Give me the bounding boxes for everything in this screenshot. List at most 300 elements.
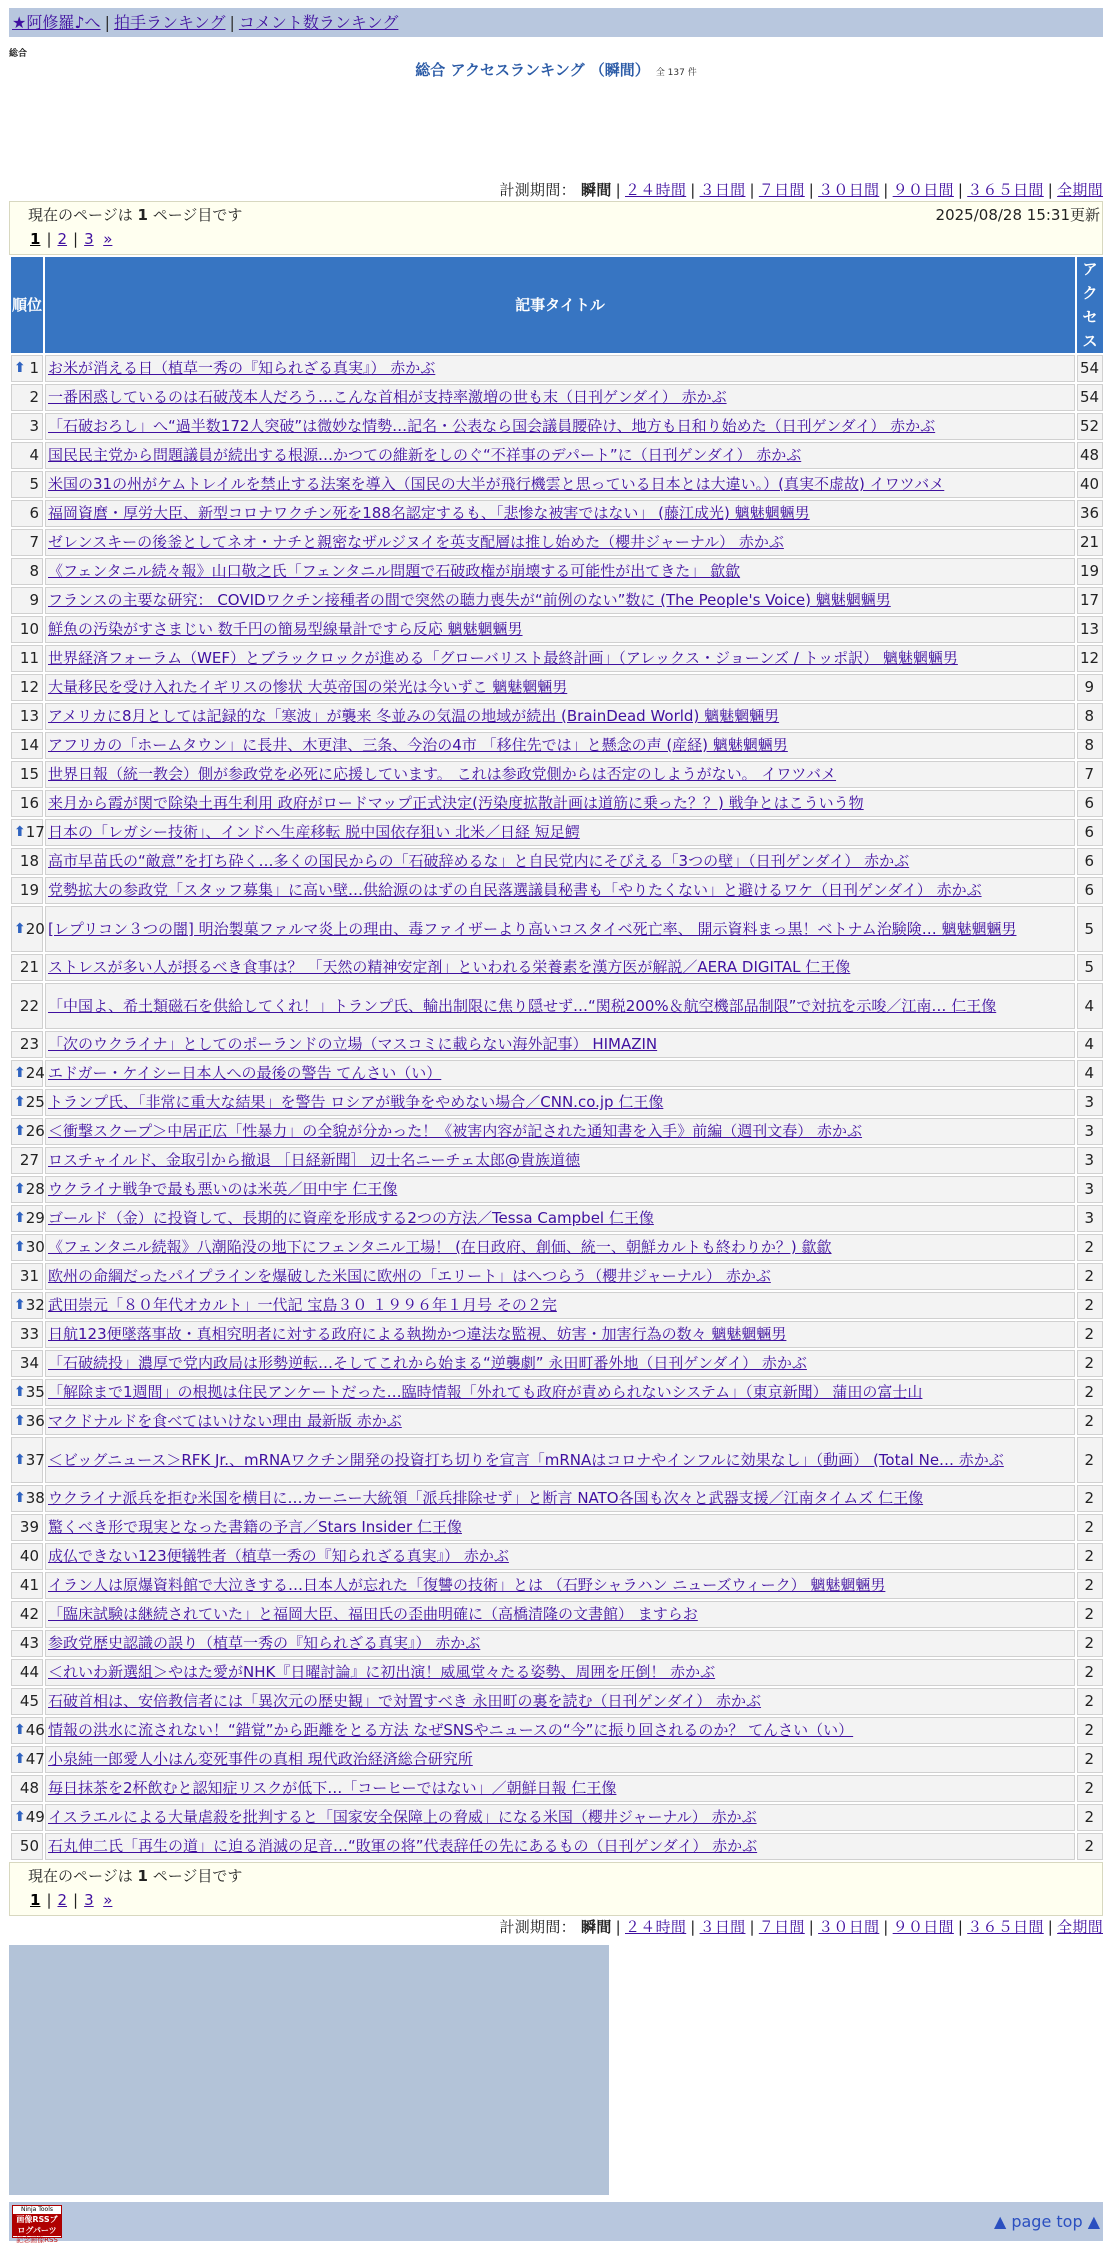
table-row [11,954,1103,981]
rank-up-arrow-icon: ⬆ [14,1123,26,1139]
rank-number: 7 [29,533,39,551]
table-row [11,1350,1103,1377]
article-link[interactable]: ゼレンスキーの後釜としてネオ・ナチと親密なザルジヌイを英支配層は推し始めた（櫻井ジャーナル） 赤かぶ [48,533,784,551]
access-count: 2 [1077,1263,1103,1290]
access-count: 6 [1077,848,1103,875]
rank-cell [11,384,43,411]
title-cell [45,1147,1075,1174]
rank-cell [11,1031,43,1058]
rank-number: 35 [25,1383,45,1401]
rank-cell [11,1630,43,1657]
table-row [11,1775,1103,1802]
article-link[interactable]: 「石破続投」濃厚で党内政局は形勢逆転…そしてこれから始まる“逆襲劇” 永田町番外地（日刊ゲンダイ） 赤かぶ [48,1354,807,1372]
period-separator: | [1047,181,1054,199]
article-link[interactable]: イスラエルによる大量虐殺を批判すると「国家安全保障上の脅威」になる米国（櫻井ジャーナル） 赤かぶ [48,1808,757,1826]
home-link[interactable]: ★阿修羅♪へ [12,13,101,32]
access-count: 2 [1077,1572,1103,1599]
article-link[interactable]: 《フェンタニル続報》八潮陥没の地下にフェンタニル工場！ (在日政府、創価、統一、朝鮮カルトも終わりか？) 歙歙 [48,1238,832,1256]
pagination [28,227,1102,252]
title-cell [45,1350,1075,1377]
rank-number: 30 [25,1238,45,1256]
rank-number: 38 [25,1489,45,1507]
title-cell [45,500,1075,527]
rank-cell [11,1408,43,1435]
title-cell [45,587,1075,614]
page-info-top [9,201,1103,255]
rank-number: 20 [25,919,45,938]
table-row [11,1205,1103,1232]
article-link[interactable]: アメリカに8月としては記録的な「寒波」が襲来 冬並みの気温の地域が続出 (BrainDead World) 魑魅魍魎男 [48,707,780,725]
access-count: 2 [1077,1292,1103,1319]
access-count: 3 [1077,1089,1103,1116]
access-count: 2 [1077,1746,1103,1773]
access-count: 6 [1077,877,1103,904]
rank-number: 15 [19,765,39,783]
rank-up-arrow-icon: ⬆ [14,1490,26,1506]
period-link[interactable]: ２４時間 [625,1918,687,1936]
access-count: 48 [1077,442,1103,469]
access-count: 3 [1077,1176,1103,1203]
rank-cell [11,703,43,730]
article-link[interactable]: フランスの主要な研究： COVIDワクチン接種者の間で突然の聴力喪失が“前例のない”数に (The People's Voice) 魑魅魍魎男 [48,591,891,609]
article-link[interactable]: 高市早苗氏の“敵意”を打ち砕く…多くの国民からの「石破辞めるな」と自民党内にそびえる「3つの壁」（日刊ゲンダイ） 赤かぶ [48,852,910,870]
rank-cell [11,1804,43,1831]
article-link[interactable]: 鮮魚の汚染がすさまじい 数千円の簡易型線量計ですら反応 魑魅魍魎男 [48,620,523,638]
article-link[interactable]: アフリカの「ホームタウン」に長井、木更津、三条、今治の4市 「移住先では」と懸念の声 (産経) 魑魅魍魎男 [48,736,788,754]
period-separator: | [615,1918,621,1936]
table-row [11,1234,1103,1261]
period-separator: | [690,181,696,199]
access-count: 2 [1077,1688,1103,1715]
rank-cell [11,1437,43,1483]
title-cell [45,1717,1075,1744]
rank-number: 41 [19,1576,39,1594]
period-separator: | [957,1918,964,1936]
rank-up-arrow-icon: ⬆ [14,1413,26,1429]
access-count: 2 [1077,1234,1103,1261]
period-current: 瞬間 [581,1918,612,1936]
access-count: 2 [1077,1408,1103,1435]
table-row [11,1746,1103,1773]
rank-number: 24 [25,1064,45,1082]
rank-cell [11,1514,43,1541]
access-count: 3 [1077,1118,1103,1145]
rank-cell [11,355,43,382]
rank-up-arrow-icon: ⬆ [14,1722,26,1738]
rank-number: 27 [19,1151,39,1169]
title-cell [45,1746,1075,1773]
article-link[interactable]: 武田崇元「８０年代オカルト」一代記 宝島３０ １９９６年１月号 その２完 [48,1296,557,1314]
access-count: 3 [1077,1147,1103,1174]
article-link[interactable]: ゴールド（金）に投資して、長期的に資産を形成する2つの方法／Tessa Campbel 仁王像 [48,1209,654,1227]
period-link[interactable]: 全期間 [1057,181,1103,199]
rank-number: 36 [25,1412,45,1430]
article-link[interactable]: ストレスが多い人が摂るべき食事は？ 「天然の精神安定剤」といわれる栄養素を漢方医が解説／AERA DIGITAL 仁王像 [48,958,851,976]
rank-up-arrow-icon: ⬆ [14,1751,26,1767]
period-link[interactable]: ７日間 [758,181,805,199]
rank-number: 6 [29,504,39,522]
table-row [11,674,1103,701]
rank-cell [11,1543,43,1570]
pager-separator: | [46,230,52,248]
table-row [11,1659,1103,1686]
rank-number: 13 [19,707,39,725]
page-status: 現在のページは 1 ページ目です [28,1867,243,1885]
rank-number: 48 [19,1779,39,1797]
ad-banner [9,1945,609,2195]
period-link[interactable]: ９０日間 [892,181,954,199]
title-cell [45,1292,1075,1319]
table-row [11,732,1103,759]
rank-number: 4 [29,446,39,464]
table-row [11,558,1103,585]
table-row [11,1263,1103,1290]
access-count: 2 [1077,1601,1103,1628]
period-label: 計測期間： [499,1918,576,1936]
period-separator: | [808,181,815,199]
article-link[interactable]: 「石破おろし」へ“過半数172人突破”は微妙な情勢…記名・公表なら国会議員腰砕け、地方も日和り始めた（日刊ゲンダイ） 赤かぶ [48,417,936,435]
rank-number: 28 [25,1180,45,1198]
period-link[interactable]: ３日間 [699,1918,746,1936]
rank-up-arrow-icon: ⬆ [14,1297,26,1313]
page-link-3[interactable]: 3 [84,1891,94,1909]
table-row [11,1176,1103,1203]
title-cell [45,819,1075,846]
article-link[interactable]: 「臨床試験は継続されていた」と福岡大臣、福田氏の歪曲明確に（高橋清隆の文書館） ますらお [48,1605,698,1623]
table-row [11,1379,1103,1406]
rank-cell [11,1089,43,1116]
rank-cell [11,587,43,614]
rank-cell [11,529,43,556]
article-link[interactable]: 大量移民を受け入れたイギリスの惨状 大英帝国の栄光は今いずこ 魑魅魍魎男 [48,678,568,696]
access-count: 2 [1077,1630,1103,1657]
period-link[interactable]: ３６５日間 [967,1918,1044,1936]
article-link[interactable]: 党勢拡大の参政党「スタッフ募集」に高い壁…供給源のはずの自民落選議員秘書も「やりたくない」と避けるワケ（日刊ゲンダイ） 赤かぶ [48,881,982,899]
period-separator: | [957,181,964,199]
rank-up-arrow-icon: ⬆ [14,1384,26,1400]
access-count: 6 [1077,790,1103,817]
access-count: 2 [1077,1833,1103,1860]
rank-number: 33 [19,1325,39,1343]
article-link[interactable]: 「解除まで1週間」の根拠は住民アンケートだった…臨時情報「外れても政府が責められないシステム」（東京新聞） 蒲田の富士山 [48,1383,923,1401]
clap-ranking-link[interactable]: 拍手ランキング [113,13,226,32]
article-link[interactable]: 情報の洪水に流されない！“錯覚”から距離をとる方法 なぜSNSやニュースの“今”に振り回されるのか？ てんさい（い） [48,1721,854,1739]
article-link[interactable]: 日本の「レガシー技術」、インドへ生産移転 脱中国依存狙い 北米／日経 短足鰐 [48,823,580,841]
rank-cell [11,1659,43,1686]
table-row [11,442,1103,469]
article-link[interactable]: ロスチャイルド、金取引から撤退 ［日経新聞］ 辺士名ニーチェ太郎@貴族道徳 [48,1151,580,1169]
access-count: 2 [1077,1804,1103,1831]
table-row [11,1572,1103,1599]
article-link[interactable]: お米が消える日（植草一秀の『知られざる真実』） 赤かぶ [48,359,436,377]
access-count: 2 [1077,1543,1103,1570]
article-link[interactable]: マクドナルドを食べてはいけない理由 最新版 赤かぶ [48,1412,402,1430]
rank-cell [11,790,43,817]
article-link[interactable]: 世界日報（統一教会）側が参政党を必死に応援しています。 これは参政党側からは否定のしようがない。 イワツバメ [48,765,837,783]
period-link[interactable]: ３日間 [699,181,746,199]
article-link[interactable]: 小泉純一郎愛人小はん変死事件の真相 現代政治経済総合研究所 [48,1750,473,1768]
title-cell [45,413,1075,440]
title-cell [45,1688,1075,1715]
rank-number: 34 [19,1354,39,1372]
period-link[interactable]: ３０日間 [818,1918,880,1936]
rank-number: 39 [19,1518,39,1536]
table-row [11,1717,1103,1744]
access-count: 4 [1077,1031,1103,1058]
table-row [11,848,1103,875]
rank-up-arrow-icon: ⬆ [14,360,26,376]
table-row [11,587,1103,614]
access-count: 17 [1077,587,1103,614]
rank-number: 44 [19,1663,39,1681]
table-row [11,1060,1103,1087]
title-cell [45,1060,1075,1087]
article-link[interactable]: トランプ氏、「非常に重大な結果」を警告 ロシアが戦争をやめない場合／CNN.co.jp 仁王像 [48,1093,664,1111]
article-link[interactable]: 参政党歴史認識の誤り（植草一秀の『知られざる真実』） 赤かぶ [48,1634,481,1652]
article-link[interactable]: 毎日抹茶を2杯飲むと認知症リスクが低下…「コーヒーではない」／朝鮮日報 仁王像 [48,1779,617,1797]
rank-number: 8 [29,562,39,580]
title-cell [45,1804,1075,1831]
rank-cell [11,1234,43,1261]
title-cell [45,1234,1075,1261]
access-count: 54 [1077,384,1103,411]
rank-cell [11,1118,43,1145]
table-row [11,819,1103,846]
article-link[interactable]: ウクライナ戦争で最も悪いのは米英／田中宇 仁王像 [48,1180,398,1198]
rank-up-arrow-icon: ⬆ [14,1181,26,1197]
title-cell [45,1437,1075,1483]
article-link[interactable]: 石丸伸二氏「再生の道」に迫る消滅の足音…“敗軍の将”代表辞任の先にあるもの（日刊ゲンダイ） 赤かぶ [48,1837,758,1855]
period-current: 瞬間 [581,181,612,199]
rank-number: 19 [19,881,39,899]
page-info-bottom [9,1862,1103,1916]
table-row [11,471,1103,498]
title-cell [45,906,1075,952]
title-cell [45,877,1075,904]
rank-up-arrow-icon: ⬆ [14,1210,26,1226]
rank-number: 14 [19,736,39,754]
table-row [11,1514,1103,1541]
table-row [11,761,1103,788]
rank-cell [11,1485,43,1512]
access-count: 19 [1077,558,1103,585]
article-link[interactable]: ＜衝撃スクープ＞中居正広「性暴力」の全貌が分かった！《被害内容が記された通知書を入手》前編（週刊文春） 赤かぶ [48,1122,863,1140]
rank-cell [11,1263,43,1290]
article-link[interactable]: 成仏できない123便犠牲者（植草一秀の『知られざる真実』） 赤かぶ [48,1547,509,1565]
article-link[interactable]: 来月から霞が関で除染土再生利用 政府がロードマップ正式決定(汚染度拡散計画は道筋に乗った？？) 戦争とはこういう物 [48,794,864,812]
rank-number: 50 [19,1837,39,1855]
title-cell [45,616,1075,643]
period-selector-bottom [9,1916,1103,1938]
title-cell [45,1630,1075,1657]
access-count: 21 [1077,529,1103,556]
rank-cell [11,413,43,440]
article-link[interactable]: 驚くべき形で現実となった書籍の予言／Stars Insider 仁王像 [48,1518,462,1536]
access-count: 52 [1077,413,1103,440]
table-row [11,529,1103,556]
page-link-3[interactable]: 3 [84,230,94,248]
rank-cell [11,1688,43,1715]
rank-cell [11,1601,43,1628]
period-separator: | [749,1918,755,1936]
table-row [11,1408,1103,1435]
table-row [11,703,1103,730]
period-link[interactable]: ３０日間 [818,181,880,199]
article-link[interactable]: 日航123便墜落事故・真相究明者に対する政府による執拗かつ違法な監視、妨害・加害行為の数々 魑魅魍魎男 [48,1325,787,1343]
page-link-2[interactable]: 2 [57,230,68,248]
rank-up-arrow-icon: ⬆ [14,920,26,937]
title-cell [45,1263,1075,1290]
access-count: 8 [1077,703,1103,730]
rank-cell [11,558,43,585]
rank-up-arrow-icon: ⬆ [14,1451,26,1468]
next-page-link[interactable]: » [103,1891,113,1909]
article-link[interactable]: 《フェンタニル続々報》山口敬之氏「フェンタニル問題で石破政権が崩壊する可能性が出てきた」 歙歙 [48,562,741,580]
period-link[interactable]: ９０日間 [892,1918,954,1936]
table-row [11,1118,1103,1145]
article-link[interactable]: 「中国よ、希土類磁石を供給してくれ！」トランプ氏、輸出制限に焦り隠せず…“関税200%＆航空機部品制限”で対抗を示唆／江南… 仁王像 [48,996,997,1015]
table-row [11,983,1103,1029]
table-row [11,413,1103,440]
table-row [11,1485,1103,1512]
period-link[interactable]: ２４時間 [625,181,687,199]
article-link[interactable]: エドガー・ケイシー日本人への最後の警告 てんさい（い） [48,1064,442,1082]
rank-number: 12 [19,678,39,696]
article-link[interactable]: 福岡資麿・厚労大臣、新型コロナワクチン死を188名認定するも、「悲惨な被害ではない」 (藤江成光) 魑魅魍魎男 [48,504,810,522]
rss-parts-badge[interactable] [12,2205,62,2244]
title-cell [45,471,1075,498]
rank-cell [11,1060,43,1087]
table-row [11,1543,1103,1570]
rank-cell [11,471,43,498]
rank-cell [11,1292,43,1319]
rank-cell [11,1746,43,1773]
rank-number: 46 [25,1721,45,1739]
rank-number: 3 [29,417,39,435]
access-count: 12 [1077,645,1103,672]
table-row [11,1804,1103,1831]
article-link[interactable]: 石破首相は、安倍教信者には「異次元の歴史観」で対置すべき 永田町の裏を読む（日刊ゲンダイ） 赤かぶ [48,1692,762,1710]
access-count: 4 [1077,983,1103,1029]
title-cell [45,1408,1075,1435]
table-row [11,1321,1103,1348]
rank-cell [11,1350,43,1377]
article-link[interactable]: 「次のウクライナ」としてのポーランドの立場（マスコミに載らない海外記事） HIMAZIN [48,1035,658,1053]
rank-cell [11,1833,43,1860]
rank-number: 10 [19,620,39,638]
access-count: 5 [1077,906,1103,952]
rank-cell [11,1205,43,1232]
access-count: 4 [1077,1060,1103,1087]
rank-cell [11,1717,43,1744]
article-link[interactable]: ウクライナ派兵を拒む米国を横目に…カーニー大統領「派兵排除せず」と断言 NATO各国も次々と武器支援／江南タイムズ 仁王像 [48,1489,924,1507]
col-rank-header: 順位 [11,257,43,353]
rank-cell [11,732,43,759]
page-link-2[interactable]: 2 [57,1891,68,1909]
rank-number: 26 [25,1122,45,1140]
table-row [11,355,1103,382]
table-row [11,1292,1103,1319]
rank-cell [11,500,43,527]
title-cell [45,1833,1075,1860]
table-row [11,384,1103,411]
next-page-link[interactable]: » [103,230,113,248]
title-cell [45,1031,1075,1058]
rank-number: 1 [29,359,39,377]
title-cell [45,1543,1075,1570]
period-separator: | [883,1918,889,1936]
title-cell [45,1089,1075,1116]
rank-number: 43 [19,1634,39,1652]
access-count: 13 [1077,616,1103,643]
access-count: 2 [1077,1379,1103,1406]
access-count: 9 [1077,674,1103,701]
article-link[interactable]: 世界経済フォーラム（WEF）とブラックロックが進める「グローバリスト最終計画」（アレックス・ジョーンズ / トッポ訳） 魑魅魍魎男 [48,649,958,667]
table-row [11,1147,1103,1174]
article-link[interactable]: 欧州の命綱だったパイプラインを爆破した米国に欧州の「エリート」はへつらう（櫻井ジャーナル） 赤かぶ [48,1267,771,1285]
page [9,8,1103,2244]
article-link[interactable]: 国民民主党から問題議員が続出する根源…かつての維新をしのぐ“不祥事のデパート”に（日刊ゲンダイ） 赤かぶ [48,446,802,464]
table-row [11,1630,1103,1657]
access-count: 7 [1077,761,1103,788]
page-link-1: 1 [30,1891,41,1909]
article-link[interactable]: ＜ビッグニュース＞RFK Jr.、mRNAワクチン開発の投資打ち切りを宣言「mRNAはコロナやインフルに効果なし」（動画） (Total Ne… 赤かぶ [48,1450,1004,1469]
access-count: 36 [1077,500,1103,527]
page-title [9,58,1103,82]
table-row [11,1688,1103,1715]
page-status: 現在のページは 1 ページ目です [28,206,243,224]
col-count-header: アクセス [1077,257,1103,353]
article-link[interactable]: ＜れいわ新選組＞やはた愛がNHK『日曜討論』に初出演！威風堂々たる姿勢、周囲を圧倒！ 赤かぶ [48,1663,716,1681]
article-link[interactable]: 一番困惑しているのは石破茂本人だろう…こんな首相が支持率激増の世も末（日刊ゲンダイ） 赤かぶ [48,388,727,406]
category-label: 総合 [9,49,28,59]
title-cell [45,442,1075,469]
rank-cell [11,848,43,875]
access-count: 2 [1077,1321,1103,1348]
article-link[interactable]: 米国の31の州がケムトレイルを禁止する法案を導入（国民の大半が飛行機雲と思っている日本とは大違い。）(真実不虚故) イワツバメ [48,475,945,493]
rank-number: 40 [19,1547,39,1565]
article-link[interactable]: [レプリコン３つの闇] 明治製菓ファルマ炎上の理由、毒ファイザーより高いコスタイベ死亡率、 開示資料まっ黒！ベトナム治験険… 魑魅魍魎男 [48,919,1017,938]
rank-cell [11,954,43,981]
title-cell [45,1118,1075,1145]
period-link[interactable]: 全期間 [1057,1918,1103,1936]
title-cell [45,1601,1075,1628]
article-link[interactable]: イラン人は原爆資料館で大泣きする…日本人が忘れた「復讐の技術」とは （石野シャラハン ニューズウィーク） 魑魅魍魎男 [48,1576,886,1594]
table-row [11,877,1103,904]
period-label: 計測期間： [499,181,576,199]
table-header [11,257,1103,353]
title-cell [45,983,1075,1029]
rank-up-arrow-icon: ⬆ [14,1065,26,1081]
table-row [11,1437,1103,1483]
rank-cell [11,1775,43,1802]
rank-number: 29 [25,1209,45,1227]
access-count: 2 [1077,1717,1103,1744]
rank-cell [11,983,43,1029]
comment-ranking-link[interactable]: コメント数ランキング [238,13,399,32]
period-separator: | [1047,1918,1054,1936]
period-link[interactable]: ７日間 [758,1918,805,1936]
period-link[interactable]: ３６５日間 [967,181,1044,199]
pager-separator: | [46,1891,52,1909]
rank-cell [11,442,43,469]
nav-separator: | [229,13,235,32]
title-cell [45,529,1075,556]
title-cell [45,558,1075,585]
rank-number: 25 [25,1093,45,1111]
page-top-link[interactable]: ▲ page top ▲ [993,2212,1100,2231]
badge-line-1: Ninja Tools [13,2206,61,2214]
